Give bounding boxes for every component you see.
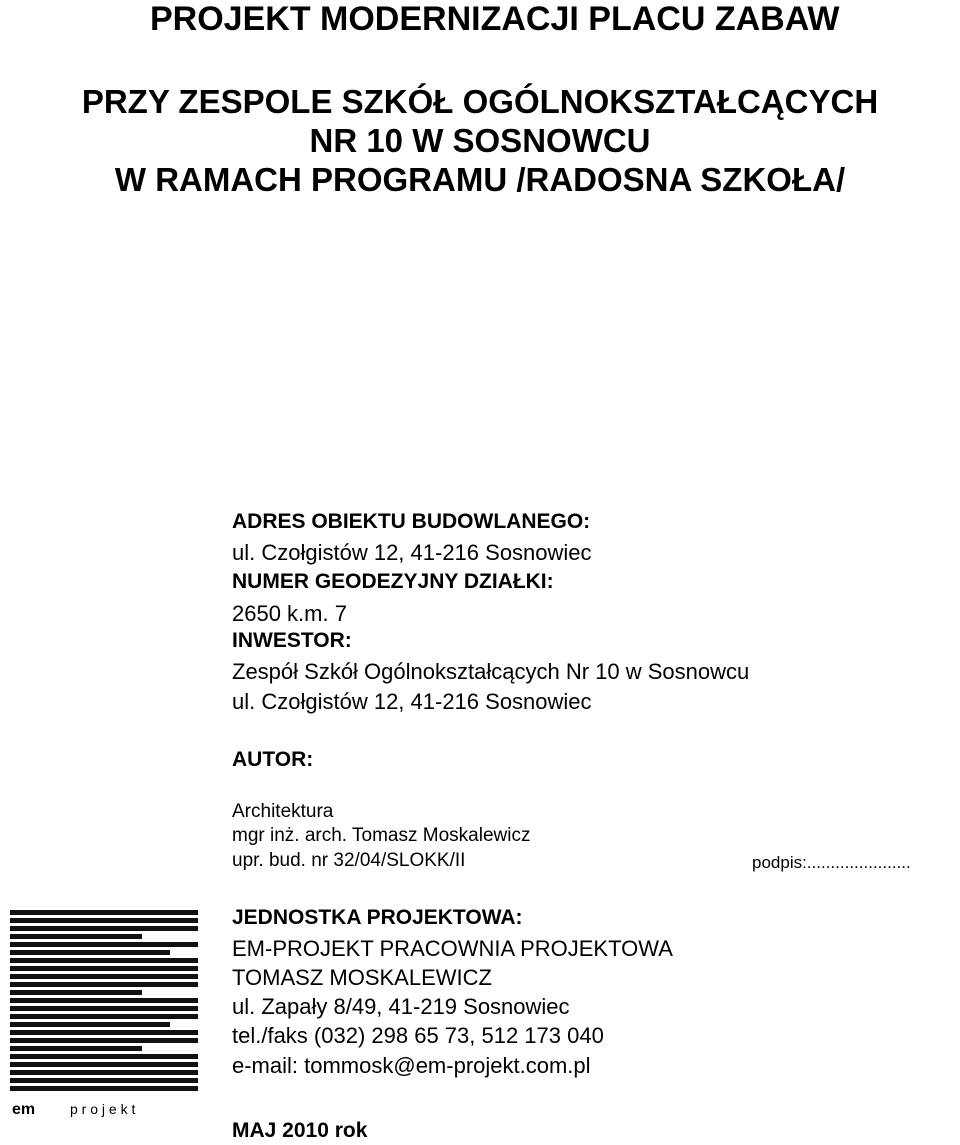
unit-line-4: tel./faks (032) 298 65 73, 512 173 040 bbox=[232, 1023, 604, 1048]
logo-bars bbox=[10, 910, 198, 1091]
logo-bar bbox=[10, 1078, 198, 1083]
author-label: AUTOR: bbox=[232, 748, 314, 771]
address-value: ul. Czołgistów 12, 41-216 Sosnowiec bbox=[232, 540, 592, 565]
subtitle-line-1: PRZY ZESPOLE SZKÓŁ OGÓLNOKSZTAŁCĄCYCH bbox=[81, 83, 879, 120]
parcel-label: NUMER GEODEZYJNY DZIAŁKI: bbox=[232, 570, 554, 593]
author-discipline: Architektura bbox=[232, 801, 334, 822]
logo-bar bbox=[10, 942, 198, 947]
document-subtitle bbox=[0, 82, 960, 199]
subtitle-line-2: NR 10 W SOSNOWCU bbox=[309, 122, 651, 159]
logo-bar bbox=[10, 958, 198, 963]
logo-bar bbox=[10, 966, 198, 971]
logo-bar bbox=[10, 926, 198, 931]
logo-bar bbox=[10, 1070, 198, 1075]
unit-label: JEDNOSTKA PROJEKTOWA: bbox=[232, 906, 523, 929]
logo-bar bbox=[10, 918, 198, 923]
address-label: ADRES OBIEKTU BUDOWLANEGO: bbox=[232, 510, 591, 533]
unit-line-5: e-mail: tommosk@em-projekt.com.pl bbox=[232, 1053, 591, 1078]
logo-bar bbox=[10, 1054, 198, 1059]
unit-line-3: ul. Zapały 8/49, 41-219 Sosnowiec bbox=[232, 994, 570, 1019]
logo-bar bbox=[10, 982, 198, 987]
logo-text-projekt: p r o j e k t bbox=[70, 1101, 136, 1117]
author-name: mgr inż. arch. Tomasz Moskalewicz bbox=[232, 825, 531, 846]
em-projekt-logo bbox=[8, 908, 200, 1118]
parcel-value: 2650 k.m. 7 bbox=[232, 601, 347, 626]
logo-bar bbox=[10, 1014, 198, 1019]
logo-bar bbox=[10, 990, 142, 995]
logo-bar bbox=[10, 1022, 170, 1027]
document-title: PROJEKT MODERNIZACJI PLACU ZABAW bbox=[150, 0, 840, 38]
logo-text-em: em bbox=[12, 1101, 36, 1118]
document-date: MAJ 2010 rok bbox=[232, 1119, 368, 1142]
signature-field: podpis:...................... bbox=[752, 853, 911, 872]
logo-bar bbox=[10, 1062, 198, 1067]
logo-bar bbox=[10, 1038, 198, 1043]
unit-line-2: TOMASZ MOSKALEWICZ bbox=[232, 965, 492, 990]
logo-bar bbox=[10, 1086, 198, 1091]
investor-name: Zespół Szkół Ogólnokształcących Nr 10 w Sosnowcu bbox=[232, 659, 750, 684]
logo-bar bbox=[10, 934, 142, 939]
logo-bar bbox=[10, 974, 198, 979]
logo-bar bbox=[10, 998, 198, 1003]
investor-label: INWESTOR: bbox=[232, 629, 352, 652]
subtitle-line-3: W RAMACH PROGRAMU /RADOSNA SZKOŁA/ bbox=[114, 161, 846, 198]
logo-bar bbox=[10, 1006, 198, 1011]
logo-bar bbox=[10, 1046, 142, 1051]
logo-bar bbox=[10, 1030, 198, 1035]
logo-bar bbox=[10, 910, 198, 915]
author-license: upr. bud. nr 32/04/SLOKK/II bbox=[232, 850, 466, 871]
investor-address: ul. Czołgistów 12, 41-216 Sosnowiec bbox=[232, 689, 592, 714]
unit-line-1: EM-PROJEKT PRACOWNIA PROJEKTOWA bbox=[232, 936, 673, 961]
logo-bar bbox=[10, 950, 170, 955]
